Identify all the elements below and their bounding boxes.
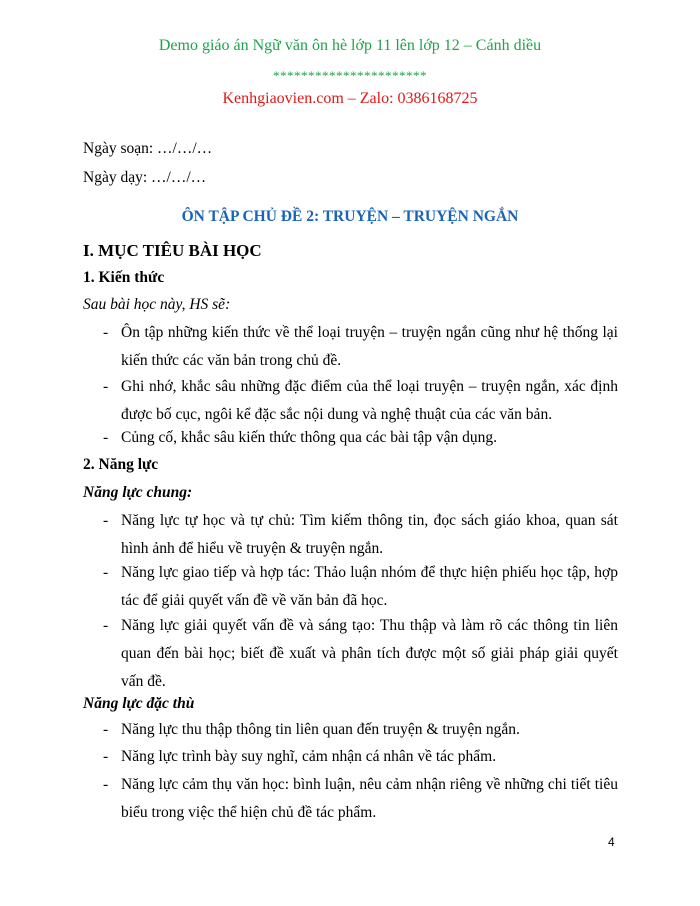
- list-item-text: Năng lực cảm thụ văn học: bình luận, nêu cảm nhận riêng về những chi tiết tiêu biểu trong việc thể hiện chủ đề tác phẩm.: [121, 776, 618, 821]
- bullet-dash: -: [103, 324, 109, 341]
- list-item-text: Củng cố, khắc sâu kiến thức thông qua các bài tập vận dụng.: [121, 429, 497, 446]
- bullet-dash: -: [103, 512, 109, 529]
- list-item-text: Năng lực trình bày suy nghĩ, cảm nhận cá nhân về tác phẩm.: [121, 748, 497, 765]
- list-item-text: Ôn tập những kiến thức về thể loại truyện – truyện ngắn cũng như hệ thống lại kiến thức các văn bản trong chủ đề.: [121, 324, 618, 369]
- subheading-knowledge: 1. Kiến thức: [83, 269, 165, 286]
- list-item-text: Năng lực giải quyết vấn đề và sáng tạo: Thu thập và làm rõ các thông tin liên quan đến bài học; biết đề xuất và phân tích được một số giải pháp giải quyết vấn đề.: [121, 617, 618, 690]
- list-item-text: Năng lực giao tiếp và hợp tác: Thảo luận nhóm để thực hiện phiếu học tập, hợp tác để giải quyết vấn đề về văn bản đã học.: [121, 564, 618, 609]
- bullet-dash: -: [103, 564, 109, 581]
- bullet-dash: -: [103, 721, 109, 738]
- general-competence-heading: Năng lực chung:: [83, 484, 193, 501]
- lesson-title: ÔN TẬP CHỦ ĐỀ 2: TRUYỆN – TRUYỆN NGẮN: [181, 208, 519, 225]
- header-contact: Kenhgiaovien.com – Zalo: 0386168725: [222, 90, 478, 107]
- page-number: 4: [608, 835, 615, 849]
- bullet-dash: -: [103, 378, 109, 395]
- header-stars: **********************: [273, 68, 427, 83]
- knowledge-intro: Sau bài học này, HS sẽ:: [83, 296, 231, 313]
- list-item-text: Ghi nhớ, khắc sâu những đặc điểm của thể loại truyện – truyện ngắn, xác định được bố cục, ngôi kể đặc sắc nội dung và nghệ thuật của các văn bản.: [121, 378, 618, 423]
- bullet-dash: -: [103, 776, 109, 793]
- section-heading-objectives: I. MỤC TIÊU BÀI HỌC: [83, 241, 262, 260]
- bullet-dash: -: [103, 748, 109, 765]
- subheading-competence: 2. Năng lực: [83, 456, 159, 473]
- date-taught: Ngày dạy: …/…/…: [83, 169, 207, 186]
- bullet-dash: -: [103, 617, 109, 634]
- date-prepared: Ngày soạn: …/…/…: [83, 140, 213, 157]
- list-item-text: Năng lực tự học và tự chủ: Tìm kiếm thông tin, đọc sách giáo khoa, quan sát hình ảnh để hiểu về truyện & truyện ngắn.: [121, 512, 618, 557]
- header-title: Demo giáo án Ngữ văn ôn hè lớp 11 lên lớp 12 – Cánh diều: [158, 37, 542, 54]
- specific-competence-heading: Năng lực đặc thù: [83, 695, 195, 712]
- list-item-text: Năng lực thu thập thông tin liên quan đến truyện & truyện ngắn.: [121, 721, 520, 738]
- bullet-dash: -: [103, 429, 109, 446]
